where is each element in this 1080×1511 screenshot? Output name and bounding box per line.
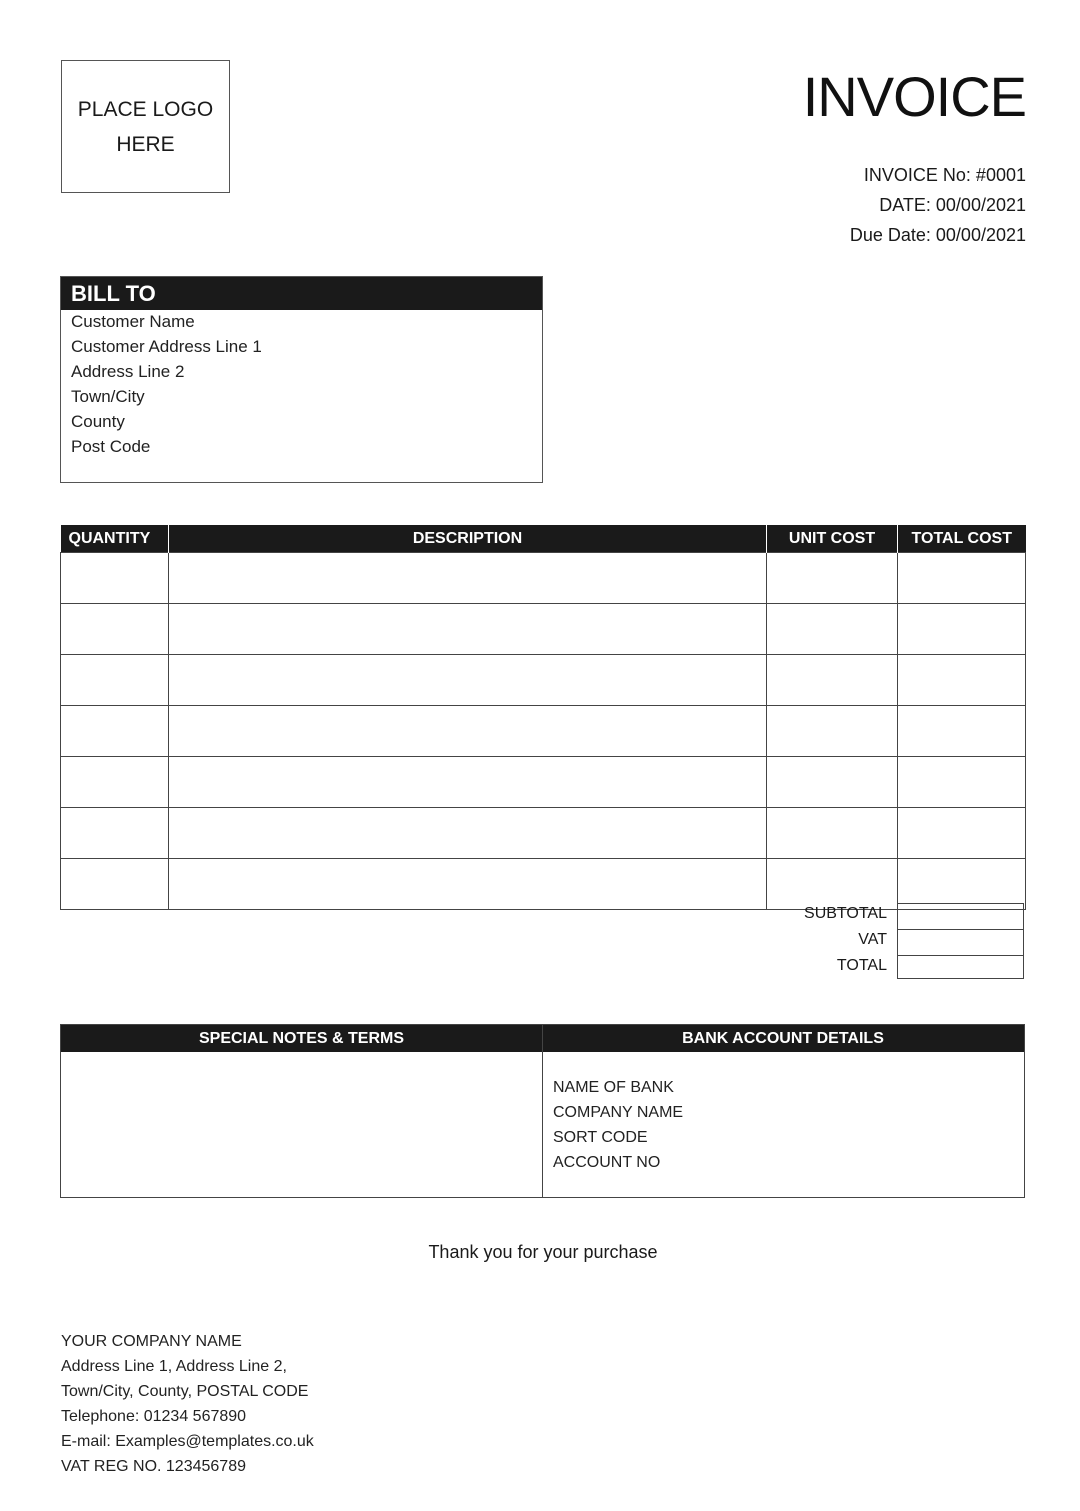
table-row (61, 604, 1026, 655)
table-row (61, 553, 1026, 604)
cell-unit-cost[interactable] (767, 706, 898, 757)
bill-to-box (60, 276, 543, 483)
cell-unit-cost[interactable] (767, 757, 898, 808)
total-value[interactable] (897, 955, 1024, 979)
cell-total-cost[interactable] (898, 808, 1026, 859)
cell-total-cost[interactable] (898, 706, 1026, 757)
company-address-line-2: Town/City, County, POSTAL CODE (61, 1383, 309, 1400)
line-items-table (60, 525, 1026, 910)
column-quantity: QUANTITY (61, 525, 169, 553)
invoice-due-date: Due Date: 00/00/2021 (849, 225, 1026, 245)
total-label: TOTAL (836, 957, 887, 974)
customer-town-city: Town/City (71, 387, 145, 406)
cell-quantity[interactable] (61, 757, 169, 808)
company-vat-reg: VAT REG NO. 123456789 (61, 1458, 246, 1475)
cell-unit-cost[interactable] (767, 553, 898, 604)
column-description: DESCRIPTION (169, 525, 767, 553)
cell-quantity[interactable] (61, 808, 169, 859)
cell-unit-cost[interactable] (767, 859, 898, 910)
table-row (61, 706, 1026, 757)
cell-description[interactable] (169, 808, 767, 859)
cell-description[interactable] (169, 706, 767, 757)
cell-total-cost[interactable] (898, 859, 1026, 910)
cell-quantity[interactable] (61, 604, 169, 655)
cell-description[interactable] (169, 553, 767, 604)
subtotal-value[interactable] (897, 903, 1024, 930)
invoice-title: INVOICE (802, 65, 1026, 128)
cell-quantity[interactable] (61, 859, 169, 910)
invoice-meta (850, 160, 1026, 250)
logo-text-line1: PLACE LOGO (77, 97, 214, 121)
table-row (61, 859, 1026, 910)
table-row (61, 808, 1026, 859)
invoice-date: DATE: 00/00/2021 (879, 195, 1026, 215)
customer-post-code: Post Code (71, 437, 151, 456)
cell-total-cost[interactable] (898, 757, 1026, 808)
logo-placeholder (61, 60, 230, 193)
cell-quantity[interactable] (61, 706, 169, 757)
table-row (61, 655, 1026, 706)
logo-text-line2: HERE (116, 132, 175, 156)
vat-label: VAT (858, 931, 887, 948)
company-email: E-mail: Examples@templates.co.uk (61, 1433, 314, 1450)
table-row (61, 757, 1026, 808)
notes-bank-divider (542, 1025, 543, 1197)
cell-description[interactable] (169, 859, 767, 910)
thank-you-message: Thank you for your purchase (428, 1242, 658, 1262)
bank-name: NAME OF BANK (553, 1079, 674, 1096)
cell-description[interactable] (169, 604, 767, 655)
bank-account-no: ACCOUNT NO (553, 1154, 661, 1171)
customer-address-line-2: Address Line 2 (71, 362, 185, 381)
cell-unit-cost[interactable] (767, 808, 898, 859)
column-unit-cost: UNIT COST (767, 525, 898, 553)
cell-unit-cost[interactable] (767, 655, 898, 706)
invoice-number: INVOICE No: #0001 (863, 165, 1026, 185)
customer-name: Customer Name (71, 312, 195, 331)
company-footer (61, 1329, 314, 1479)
customer-address-line-1: Customer Address Line 1 (71, 337, 262, 356)
cell-description[interactable] (169, 655, 767, 706)
bank-details (553, 1075, 683, 1175)
cell-unit-cost[interactable] (767, 604, 898, 655)
cell-total-cost[interactable] (898, 655, 1026, 706)
company-telephone: Telephone: 01234 567890 (61, 1408, 247, 1425)
customer-county: County (71, 412, 125, 431)
cell-quantity[interactable] (61, 553, 169, 604)
vat-value[interactable] (897, 929, 1024, 956)
notes-and-bank-box (60, 1024, 1025, 1198)
bill-to-heading: BILL TO (61, 277, 542, 310)
notes-area[interactable] (61, 1052, 542, 1197)
subtotal-label: SUBTOTAL (804, 905, 887, 922)
bank-company-name: COMPANY NAME (553, 1104, 684, 1121)
cell-total-cost[interactable] (898, 553, 1026, 604)
notes-heading: SPECIAL NOTES & TERMS (61, 1025, 542, 1052)
bank-heading: BANK ACCOUNT DETAILS (542, 1025, 1024, 1052)
company-name: YOUR COMPANY NAME (61, 1333, 242, 1350)
cell-quantity[interactable] (61, 655, 169, 706)
bill-to-lines (61, 310, 542, 460)
bank-sort-code: SORT CODE (553, 1129, 648, 1146)
line-items-header-row (61, 525, 1026, 553)
company-address-line-1: Address Line 1, Address Line 2, (61, 1358, 287, 1375)
cell-description[interactable] (169, 757, 767, 808)
cell-total-cost[interactable] (898, 604, 1026, 655)
column-total-cost: TOTAL COST (898, 525, 1026, 553)
